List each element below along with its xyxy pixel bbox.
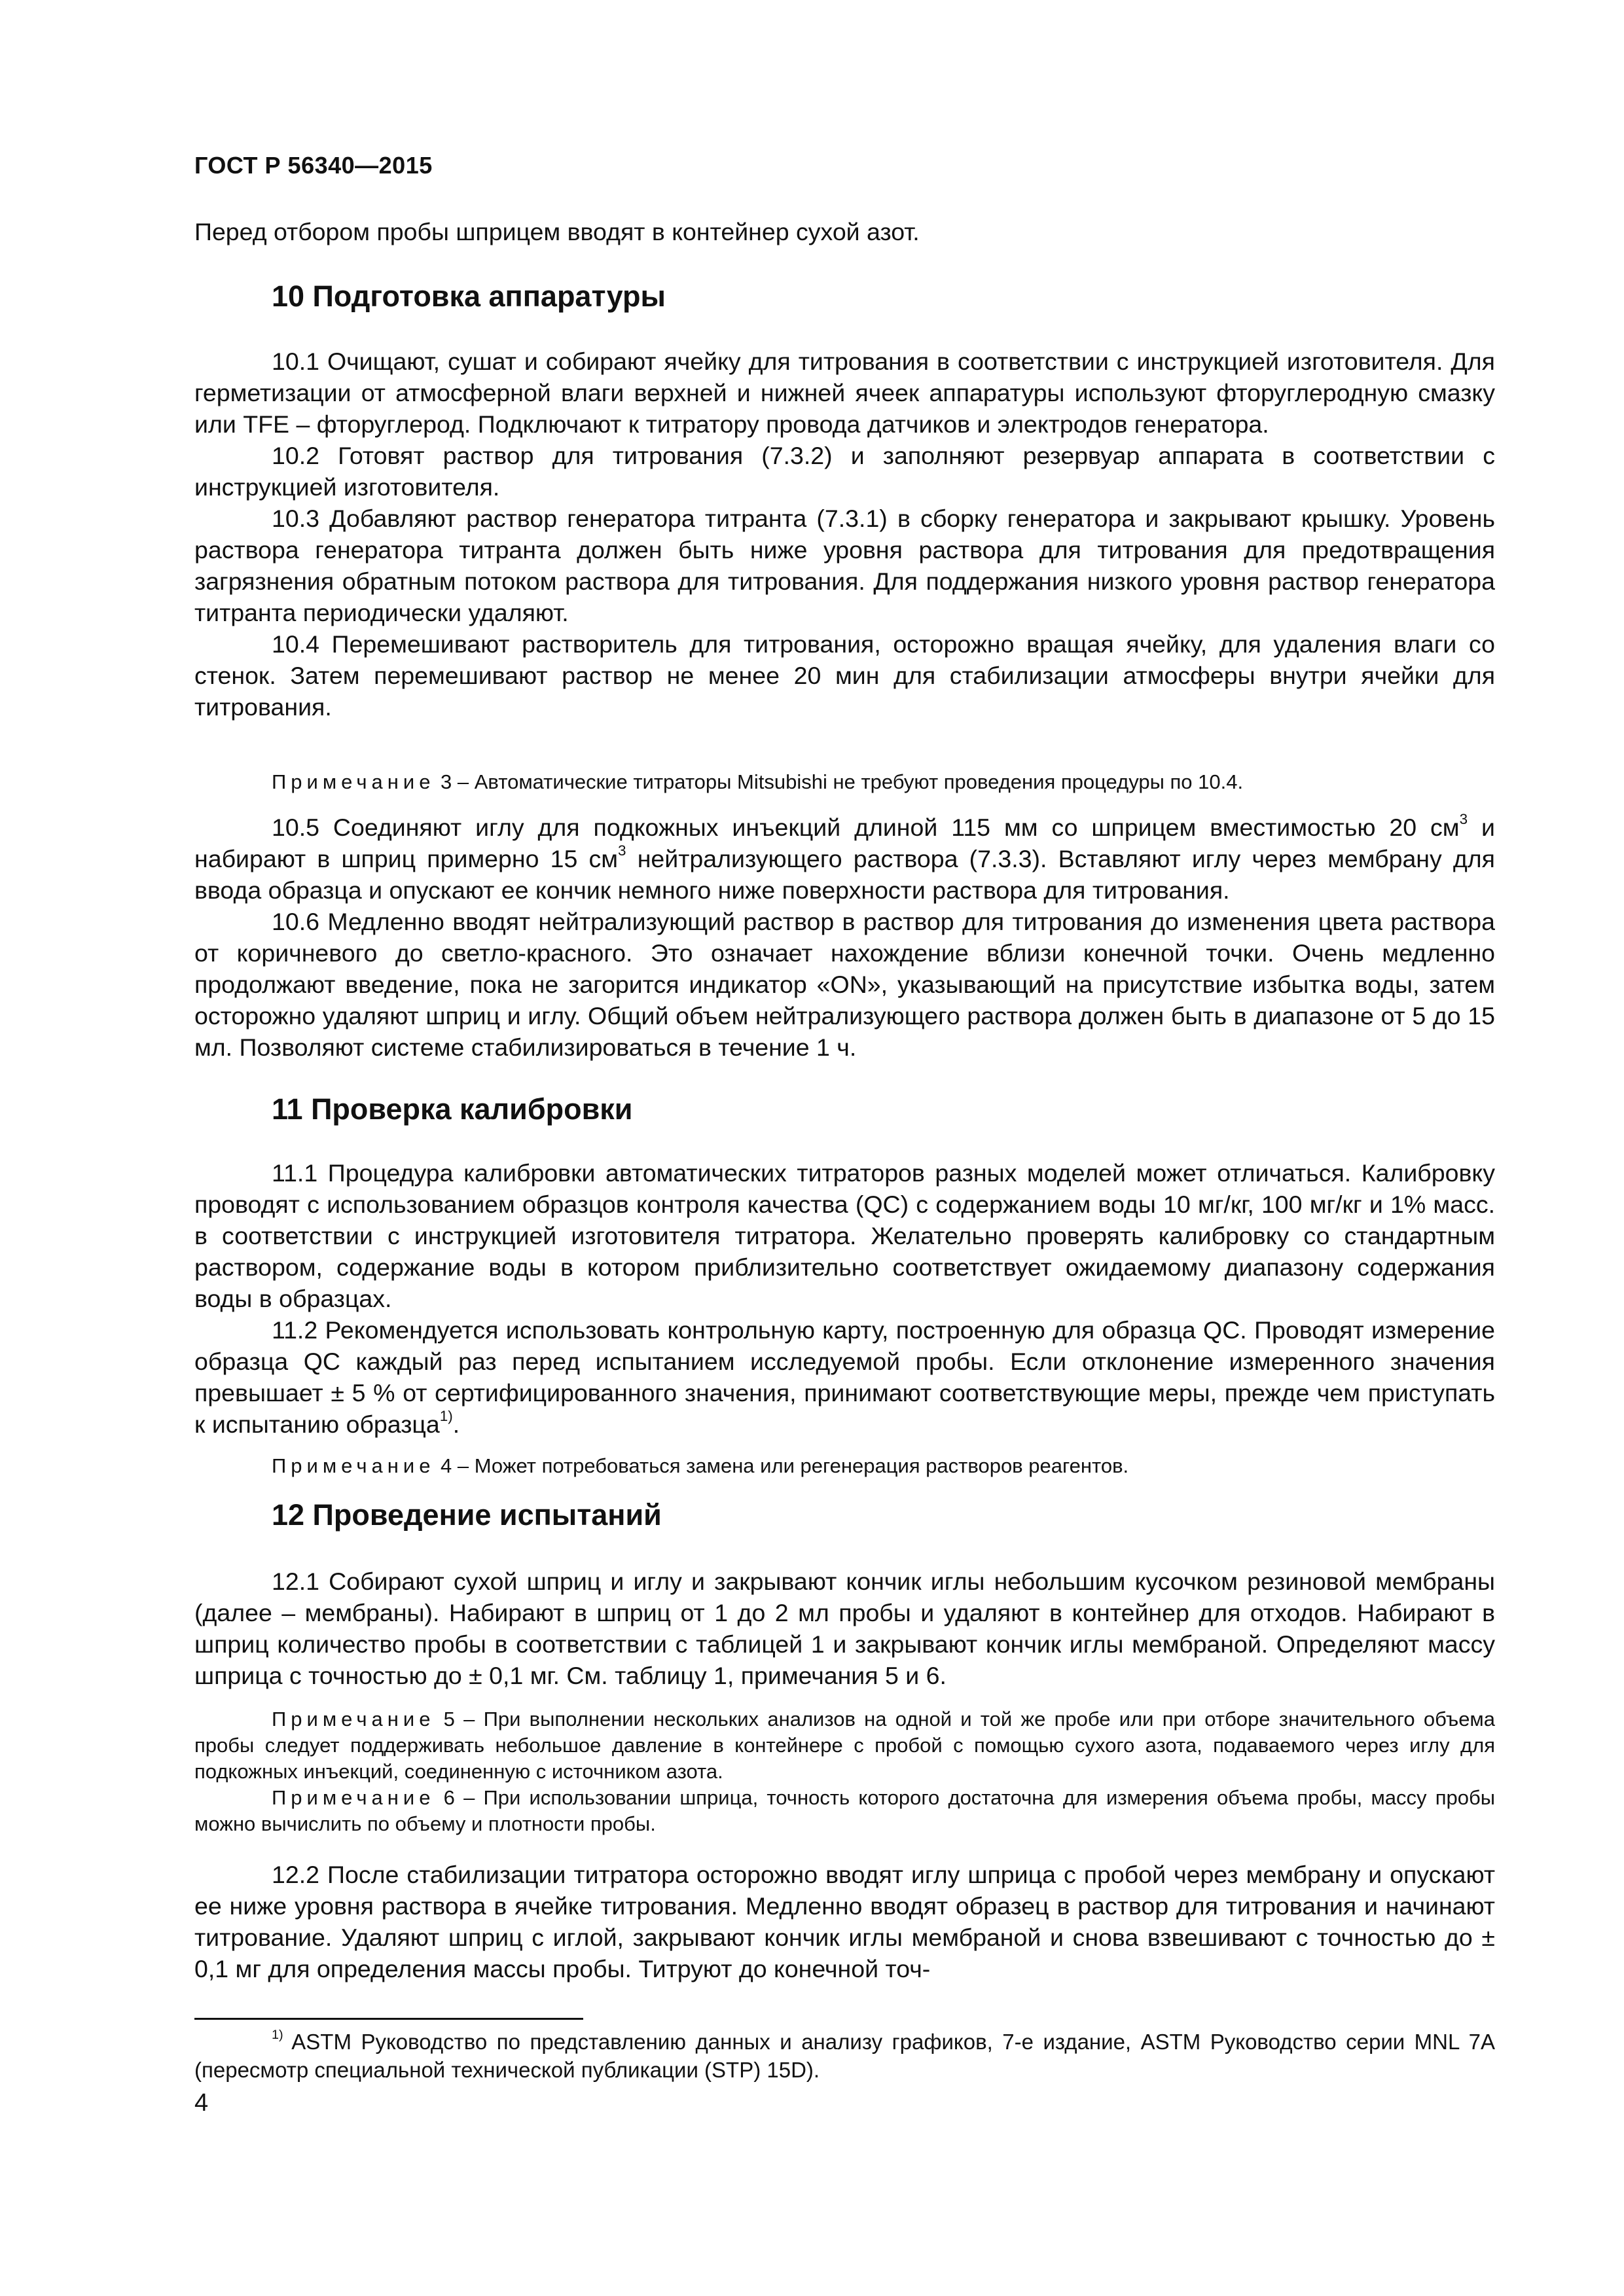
note-label: Примечание: [272, 1708, 435, 1731]
footnote-text: ASTM Руководство по представлению данных и анализу графиков, 7-е издание, ASTM Руководство серии MNL 7A (пересмотр специальной технической публикации (STP) 15D).: [194, 2030, 1495, 2082]
paragraph-10-5-part-b: и набирают в шприц примерно 15 см: [194, 814, 1495, 872]
superscript-cube: 3: [618, 842, 626, 859]
paragraph-12-2: 12.2 После стабилизации титратора осторожно вводят иглу шприца с пробой через мембрану и опускают ее ниже уровня раствора в ячейке титрования. Медленно вводят образец в раствор для титрования и начинают титрование. Удаляют шприц с иглой, закрывают кончик иглы мембраной и снова взвешивают с точностью до ± 0,1 мг для определения массы пробы. Титруют до конечной точ-: [194, 1861, 1495, 1982]
paragraph-11-2: [194, 1314, 1495, 1440]
section-10-title: 10 Подготовка аппаратуры: [272, 279, 666, 313]
superscript-cube: 3: [1459, 811, 1468, 827]
page-number: 4: [194, 2089, 209, 2117]
document-header: ГОСТ Р 56340—2015: [194, 152, 433, 179]
notes-5-6: [194, 1706, 1495, 1837]
note-label: Примечание: [272, 1786, 435, 1809]
section-11-title: 11 Проверка калибровки: [272, 1092, 633, 1126]
paragraph-10-3: 10.3 Добавляют раствор генератора титранта (7.3.1) в сборку генератора и закрывают крышку. Уровень раствора генератора титранта должен быть ниже уровня раствора для титрования для предотвращения загрязнения обратным потоком раствора для титрования. Для поддержания низкого уровня раствор генератора титранта периодически удаляют.: [194, 505, 1495, 626]
section-12-title: 12 Проведение испытаний: [272, 1498, 662, 1532]
footnote-separator: [194, 2018, 583, 2020]
note-4: [194, 1453, 1495, 1479]
note-5: [194, 1706, 1495, 1785]
section-10: [194, 277, 1495, 316]
paragraph-10-5-part-c: нейтрализующего раствора (7.3.3). Вставляют иглу через мембрану для ввода образца и опускают ее кончик немного ниже поверхности раствора для титрования.: [194, 845, 1495, 904]
section-12: [194, 1496, 1495, 1535]
paragraph-10-4: 10.4 Перемешивают растворитель для титрования, осторожно вращая ячейку, для удаления влаги со стенок. Затем перемешивают раствор не менее 20 мин для стабилизации атмосферы внутри ячейки для титрования.: [194, 630, 1495, 721]
note-label: Примечание: [272, 1454, 435, 1477]
intro-text: Перед отбором пробы шприцем вводят в контейнер сухой азот.: [194, 218, 920, 245]
section-10-body: [194, 346, 1495, 723]
paragraph-10-1: 10.1 Очищают, сушат и собирают ячейку для титрования в соответствии с инструкцией изготовителя. Для герметизации от атмосферной влаги верхней и нижней ячеек аппаратуры используют фторуглеродную смазку или TFE – фторуглерод. Подключают к титратору провода датчиков и электродов генератора.: [194, 348, 1495, 438]
section-10-body-continued: [194, 812, 1495, 1063]
paragraph-10-6: 10.6 Медленно вводят нейтрализующий раствор в раствор для титрования до изменения цвета раствора от коричневого до светло-красного. Это означает нахождение вблизи конечной точки. Очень медленно продолжают введение, пока не загорится индикатор «ON», указывающий на присутствие избытка воды, затем осторожно удаляют шприц и иглу. Общий объем нейтрализующего раствора должен быть в диапазоне от 5 до 15 мл. Позволяют системе стабилизироваться в течение 1 ч.: [194, 908, 1495, 1061]
paragraph-10-2: 10.2 Готовят раствор для титрования (7.3.2) и заполняют резервуар аппарата в соответствии с инструкцией изготовителя.: [194, 442, 1495, 501]
section-12-body: [194, 1566, 1495, 1691]
paragraph-11-1: 11.1 Процедура калибровки автоматических титраторов разных моделей может отличаться. Калибровку проводят с использованием образцов контроля качества (QC) с содержанием воды 10 мг/кг, 100 мг/кг и 1% масс. в соответствии с инструкцией изготовителя титратора. Желательно проверять калибровку со стандартным раствором, содержание воды в котором приблизительно соответствует ожидаемому диапазону содержания воды в образцах.: [194, 1159, 1495, 1312]
note-label: Примечание: [272, 770, 435, 793]
paragraph-10-5-part-a: 10.5 Соединяют иглу для подкожных инъекций длиной 115 мм со шприцем вместимостью 20 см: [272, 814, 1460, 841]
note-text: 5 – При выполнении нескольких анализов на одной и той же пробе или при отборе значительного объема пробы следует поддерживать небольшое давление в контейнере с пробой с помощью сухого азота, подаваемого через иглу для подкожных инъекций, соединенную с источником азота.: [194, 1708, 1495, 1783]
footnote: [194, 2028, 1495, 2084]
note-text: 4 – Может потребоваться замена или регенерация растворов реагентов.: [435, 1454, 1129, 1477]
section-11: [194, 1090, 1495, 1129]
note-6: [194, 1785, 1495, 1837]
note-text: 3 – Автоматические титраторы Mitsubishi не требуют проведения процедуры по 10.4.: [435, 770, 1244, 793]
paragraph-11-2-text: 11.2 Рекомендуется использовать контрольную карту, построенную для образца QC. Проводят измерение образца QC каждый раз перед испытанием исследуемой пробы. Если отклонение измеренного значения превышает ± 5 % от сертифицированного значения, принимают соответствующие меры, прежде чем приступать к испытанию образца: [194, 1316, 1495, 1438]
section-11-body: [194, 1157, 1495, 1440]
footnote-ref: 1): [439, 1408, 453, 1424]
paragraph-12-1: 12.1 Собирают сухой шприц и иглу и закрывают кончик иглы небольшим кусочком резиновой мембраны (далее – мембраны). Набирают в шприц от 1 до 2 мл пробы и удаляют в контейнер для отходов. Набирают в шприц количество пробы в соответствии с таблицей 1 и закрывают кончик иглы мембраной. Определяют массу шприца с точностью до ± 0,1 мг. См. таблицу 1, примечания 5 и 6.: [194, 1568, 1495, 1689]
section-12-body-continued: [194, 1859, 1495, 1984]
paragraph-11-2-end: .: [452, 1410, 460, 1438]
note-3: [194, 769, 1495, 795]
paragraph-10-5: [194, 812, 1495, 906]
footnote-mark: 1): [272, 2028, 283, 2043]
note-text: 6 – При использовании шприца, точность которого достаточна для измерения объема пробы, массу пробы можно вычислить по объему и плотности пробы.: [194, 1786, 1495, 1835]
intro-paragraph: [194, 216, 1495, 247]
